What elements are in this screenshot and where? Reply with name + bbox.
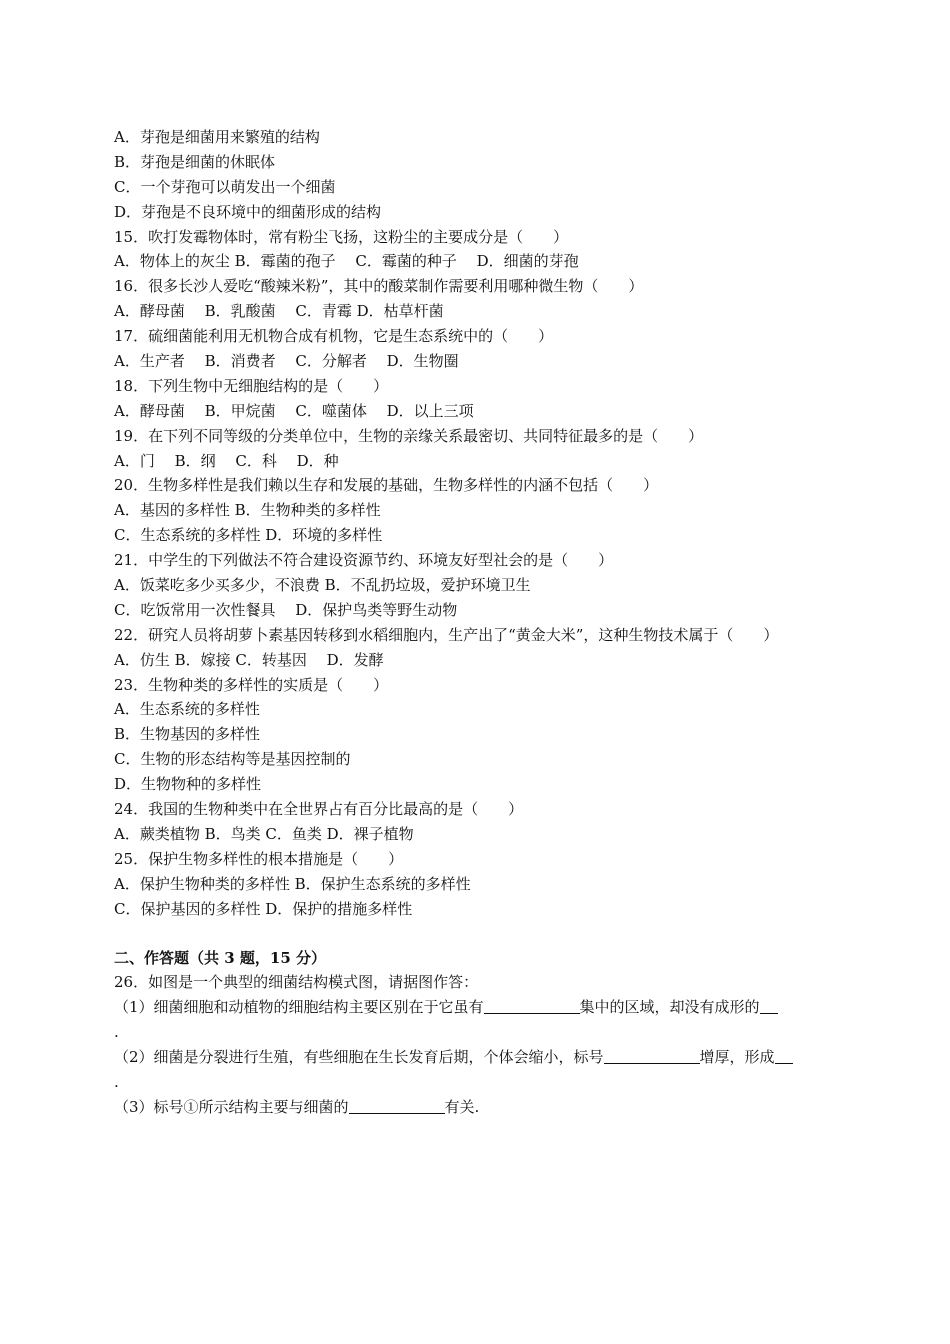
q21-options-row1: A．饭菜吃多少买多少，不浪费 B．不乱扔垃圾，爱护环境卫生 [114,576,531,595]
q14-option-a: A．芽孢是细菌用来繁殖的结构 [114,128,320,146]
q26-part2-text-a: （2）细菌是分裂进行生殖，有些细胞在生长发育后期，个体会缩小，标号 [114,1048,604,1067]
q26-part2-end: . [114,1072,119,1091]
q15-options: A．物体上的灰尘 B．霉菌的孢子 C．霉菌的种子 D．细菌的芽孢 [114,252,579,271]
q26-part1-end: . [114,1023,119,1042]
q20-options-row1: A．基因的多样性 B．生物种类的多样性 [114,501,381,520]
answer-blank[interactable] [760,997,778,1014]
q19-options: A．门 B．纲 C．科 D．种 [114,451,339,470]
q16-options: A．酵母菌 B．乳酸菌 C．青霉 D．枯草杆菌 [114,302,444,321]
answer-blank[interactable] [349,1097,445,1114]
q21-stem: 21．中学生的下列做法不符合建设资源节约、环境友好型社会的是（ ） [114,551,614,570]
q14-option-b: B．芽孢是细菌的休眠体 [114,152,276,171]
q25-options-row2: C．保护基因的多样性 D．保护的措施多样性 [114,899,413,918]
q23-stem: 23．生物种类的多样性的实质是（ ） [114,675,389,694]
q17-stem: 17．硫细菌能利用无机物合成有机物，它是生态系统中的（ ） [114,327,554,346]
q19-stem: 19．在下列不同等级的分类单位中，生物的亲缘关系最密切、共同特征最多的是（ ） [114,426,704,445]
q14-option-c: C．一个芽孢可以萌发出一个细菌 [114,177,336,196]
q23-option-d: D．生物物种的多样性 [114,775,262,794]
q22-options: A．仿生 B．嫁接 C．转基因 D．发酵 [114,650,384,669]
q25-stem: 25．保护生物多样性的根本措施是（ ） [114,849,404,868]
q23-option-c: C．生物的形态结构等是基因控制的 [114,750,351,769]
q26-part2-text-b: 增厚，形成 [699,1048,775,1067]
answer-blank[interactable] [604,1047,700,1064]
q17-options: A．生产者 B．消费者 C．分解者 D．生物圈 [114,352,459,371]
q16-stem: 16．很多长沙人爱吃“酸辣米粉”，其中的酸菜制作需要利用哪种微生物（ ） [114,277,644,296]
q23-option-b: B．生物基因的多样性 [114,725,261,744]
answer-blank[interactable] [775,1047,793,1064]
section2-heading: 二、作答题（共 3 题，15 分） [114,948,326,967]
q26-part3-text-b: 有关. [444,1097,480,1116]
section-spacer [114,922,844,946]
answer-blank[interactable] [484,997,580,1014]
q26-part2 [114,1045,844,1070]
q21-options-row2: C．吃饭常用一次性餐具 D．保护鸟类等野生动物 [114,600,458,619]
q25-options-row1: A．保护生物种类的多样性 B．保护生态系统的多样性 [114,874,471,893]
q24-stem: 24．我国的生物种类中在全世界占有百分比最高的是（ ） [114,800,524,819]
q20-stem: 20．生物多样性是我们赖以生存和发展的基础，生物多样性的内涵不包括（ ） [114,476,659,495]
question-list [114,125,844,1120]
q18-stem: 18．下列生物中无细胞结构的是（ ） [114,376,389,395]
q26-part3 [114,1095,844,1120]
q22-stem: 22．研究人员将胡萝卜素基因转移到水稻细胞内，生产出了“黄金大米”，这种生物技术属于（ ） [114,625,779,644]
q26-part1-text-b: 集中的区域，却没有成形的 [579,998,760,1017]
q14-option-d: D．芽孢是不良环境中的细菌形成的结构 [114,202,382,221]
q24-options: A．蕨类植物 B．鸟类 C．鱼类 D．裸子植物 [114,824,414,843]
q26-part1-text-a: （1）细菌细胞和动植物的细胞结构主要区别在于它虽有 [114,998,484,1017]
q26-part1 [114,995,844,1020]
q26-part3-text-a: （3）标号①所示结构主要与细菌的 [114,1097,349,1116]
q15-stem: 15．吹打发霉物体时，常有粉尘飞扬，这粉尘的主要成分是（ ） [114,227,569,246]
q20-options-row2: C．生态系统的多样性 D．环境的多样性 [114,526,383,545]
q18-options: A．酵母菌 B．甲烷菌 C．噬菌体 D．以上三项 [114,401,474,420]
q23-option-a: A．生态系统的多样性 [114,700,260,719]
q26-stem: 26．如图是一个典型的细菌结构模式图，请据图作答： [114,973,479,992]
